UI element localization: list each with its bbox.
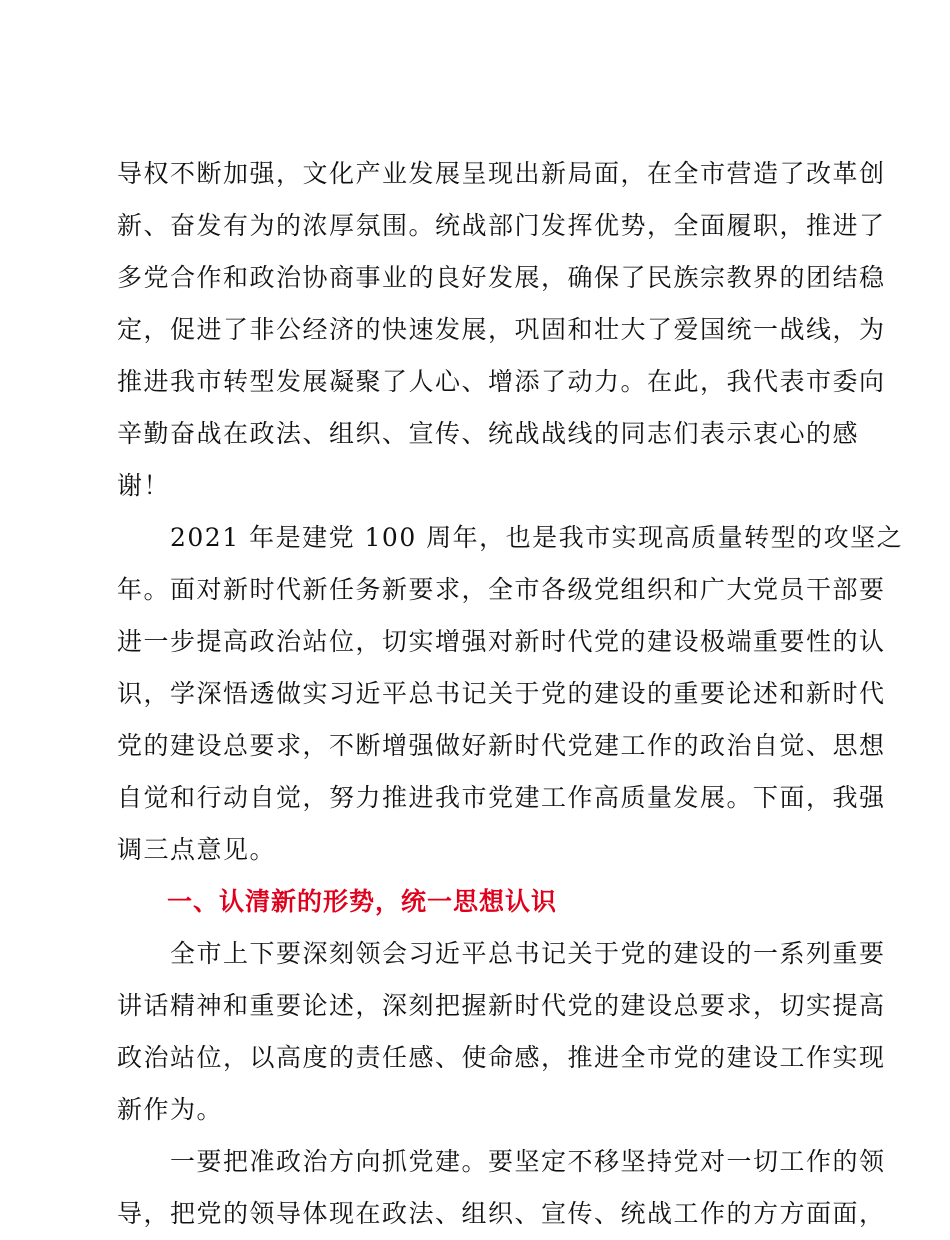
text-line: 进一步提高政治站位，切实增强对新时代党的建设极端重要性的认 [117,627,886,656]
paragraph [117,928,886,1136]
text-line: 全市上下要深刻领会习近平总书记关于党的建设的一系列重要 [117,939,886,968]
document-body [117,148,904,1240]
text-line: 导，把党的领导体现在政法、组织、宣传、统战工作的方方面面， [117,1199,886,1228]
section-heading: 一、认清新的形势，统一思想认识 [167,887,558,916]
text-line: 导权不断加强，文化产业发展呈现出新局面，在全市营造了改革创 [117,159,886,188]
text-line: 年。面对新时代新任务新要求，全市各级党组织和广大党员干部要 [117,575,886,604]
text-line: 识，学深悟透做实习近平总书记关于党的建设的重要论述和新时代 [117,679,886,708]
text-line: 新作为。 [117,1095,224,1124]
text-line: 一要把准政治方向抓党建。要坚定不移坚持党对一切工作的领 [117,1147,886,1176]
text-line: 党的建设总要求，不断增强做好新时代党建工作的政治自觉、思想 [117,731,886,760]
text-line: 推进我市转型发展凝聚了人心、增添了动力。在此，我代表市委向 [117,367,886,396]
text-line: 定，促进了非公经济的快速发展，巩固和壮大了爱国统一战线，为 [117,315,886,344]
text-line: 谢！ [117,471,171,500]
text-line: 多党合作和政治协商事业的良好发展，确保了民族宗教界的团结稳 [117,263,886,292]
text-line: 2021 年是建党 100 周年，也是我市实现高质量转型的攻坚之 [117,523,904,552]
paragraph [117,512,904,876]
paragraph [117,148,886,512]
text-line: 新、奋发有为的浓厚氛围。统战部门发挥优势，全面履职，推进了 [117,211,886,240]
text-line: 自觉和行动自觉，努力推进我市党建工作高质量发展。下面，我强 [117,783,886,812]
text-line: 政治站位，以高度的责任感、使命感，推进全市党的建设工作实现 [117,1043,886,1072]
paragraph [117,1136,886,1240]
text-line: 讲话精神和重要论述，深刻把握新时代党的建设总要求，切实提高 [117,991,886,1020]
text-line: 调三点意见。 [117,835,277,864]
text-line: 辛勤奋战在政法、组织、宣传、统战战线的同志们表示衷心的感 [117,419,860,448]
